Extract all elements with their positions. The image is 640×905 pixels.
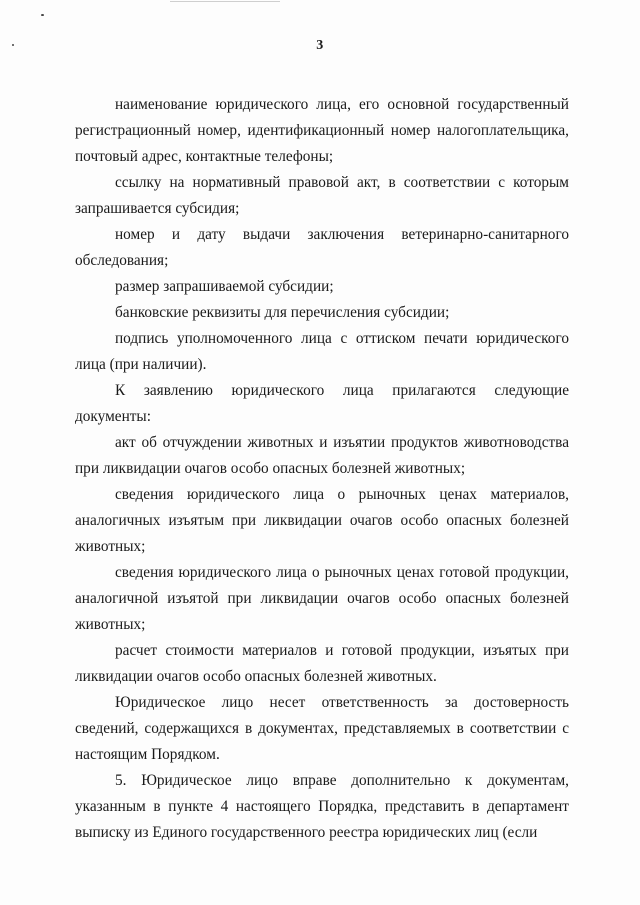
paragraph-applicant-details: наименование юридического лица, его основной государственный регистрационный номер, идентификационный номер налогоплательщика, почтовый адрес, контактные телефоны; <box>75 96 569 165</box>
document-body <box>75 92 569 846</box>
paragraph-material-prices: сведения юридического лица о рыночных ценах материалов, аналогичных изъятым при ликвидации очагов особо опасных болезней животных; <box>75 486 569 555</box>
paragraph-responsibility: Юридическое лицо несет ответственность за достоверность сведений, содержащихся в документах, представляемых в соответствии с настоящим Порядком. <box>75 694 569 763</box>
paragraph-subsidy-amount: размер запрашиваемой субсидии; <box>115 278 334 295</box>
paragraph-clause-5: 5. Юридическое лицо вправе дополнительно к документам, указанным в пункте 4 настоящего Порядка, представить в департамент выписку из Единого государственного реестра юридических лиц (если <box>75 772 569 841</box>
paragraph-vet-conclusion: номер и дату выдачи заключения ветеринарно-санитарного обследования; <box>75 226 569 269</box>
scan-edge-line <box>170 1 280 2</box>
scan-speck <box>41 14 44 16</box>
paragraph-signature-seal: подпись уполномоченного лица с оттиском печати юридического лица (при наличии). <box>75 330 569 373</box>
paragraph-cost-calculation: расчет стоимости материалов и готовой продукции, изъятых при ликвидации очагов особо опасных болезней животных. <box>75 642 569 685</box>
paragraph-bank-details: банковские реквизиты для перечисления субсидии; <box>115 304 450 321</box>
paragraph-legal-act-reference: ссылку на нормативный правовой акт, в соответствии с которым запрашивается субсидия; <box>75 174 569 217</box>
paragraph-attached-documents-intro: К заявлению юридического лица прилагаются следующие документы: <box>75 382 569 425</box>
paragraph-product-prices: сведения юридического лица о рыночных ценах готовой продукции, аналогичной изъятой при ликвидации очагов особо опасных болезней животных; <box>75 564 569 633</box>
paragraph-alienation-act: акт об отчуждении животных и изъятии продуктов животноводства при ликвидации очагов особо опасных болезней животных; <box>75 434 569 477</box>
page-number: 3 <box>316 38 324 53</box>
